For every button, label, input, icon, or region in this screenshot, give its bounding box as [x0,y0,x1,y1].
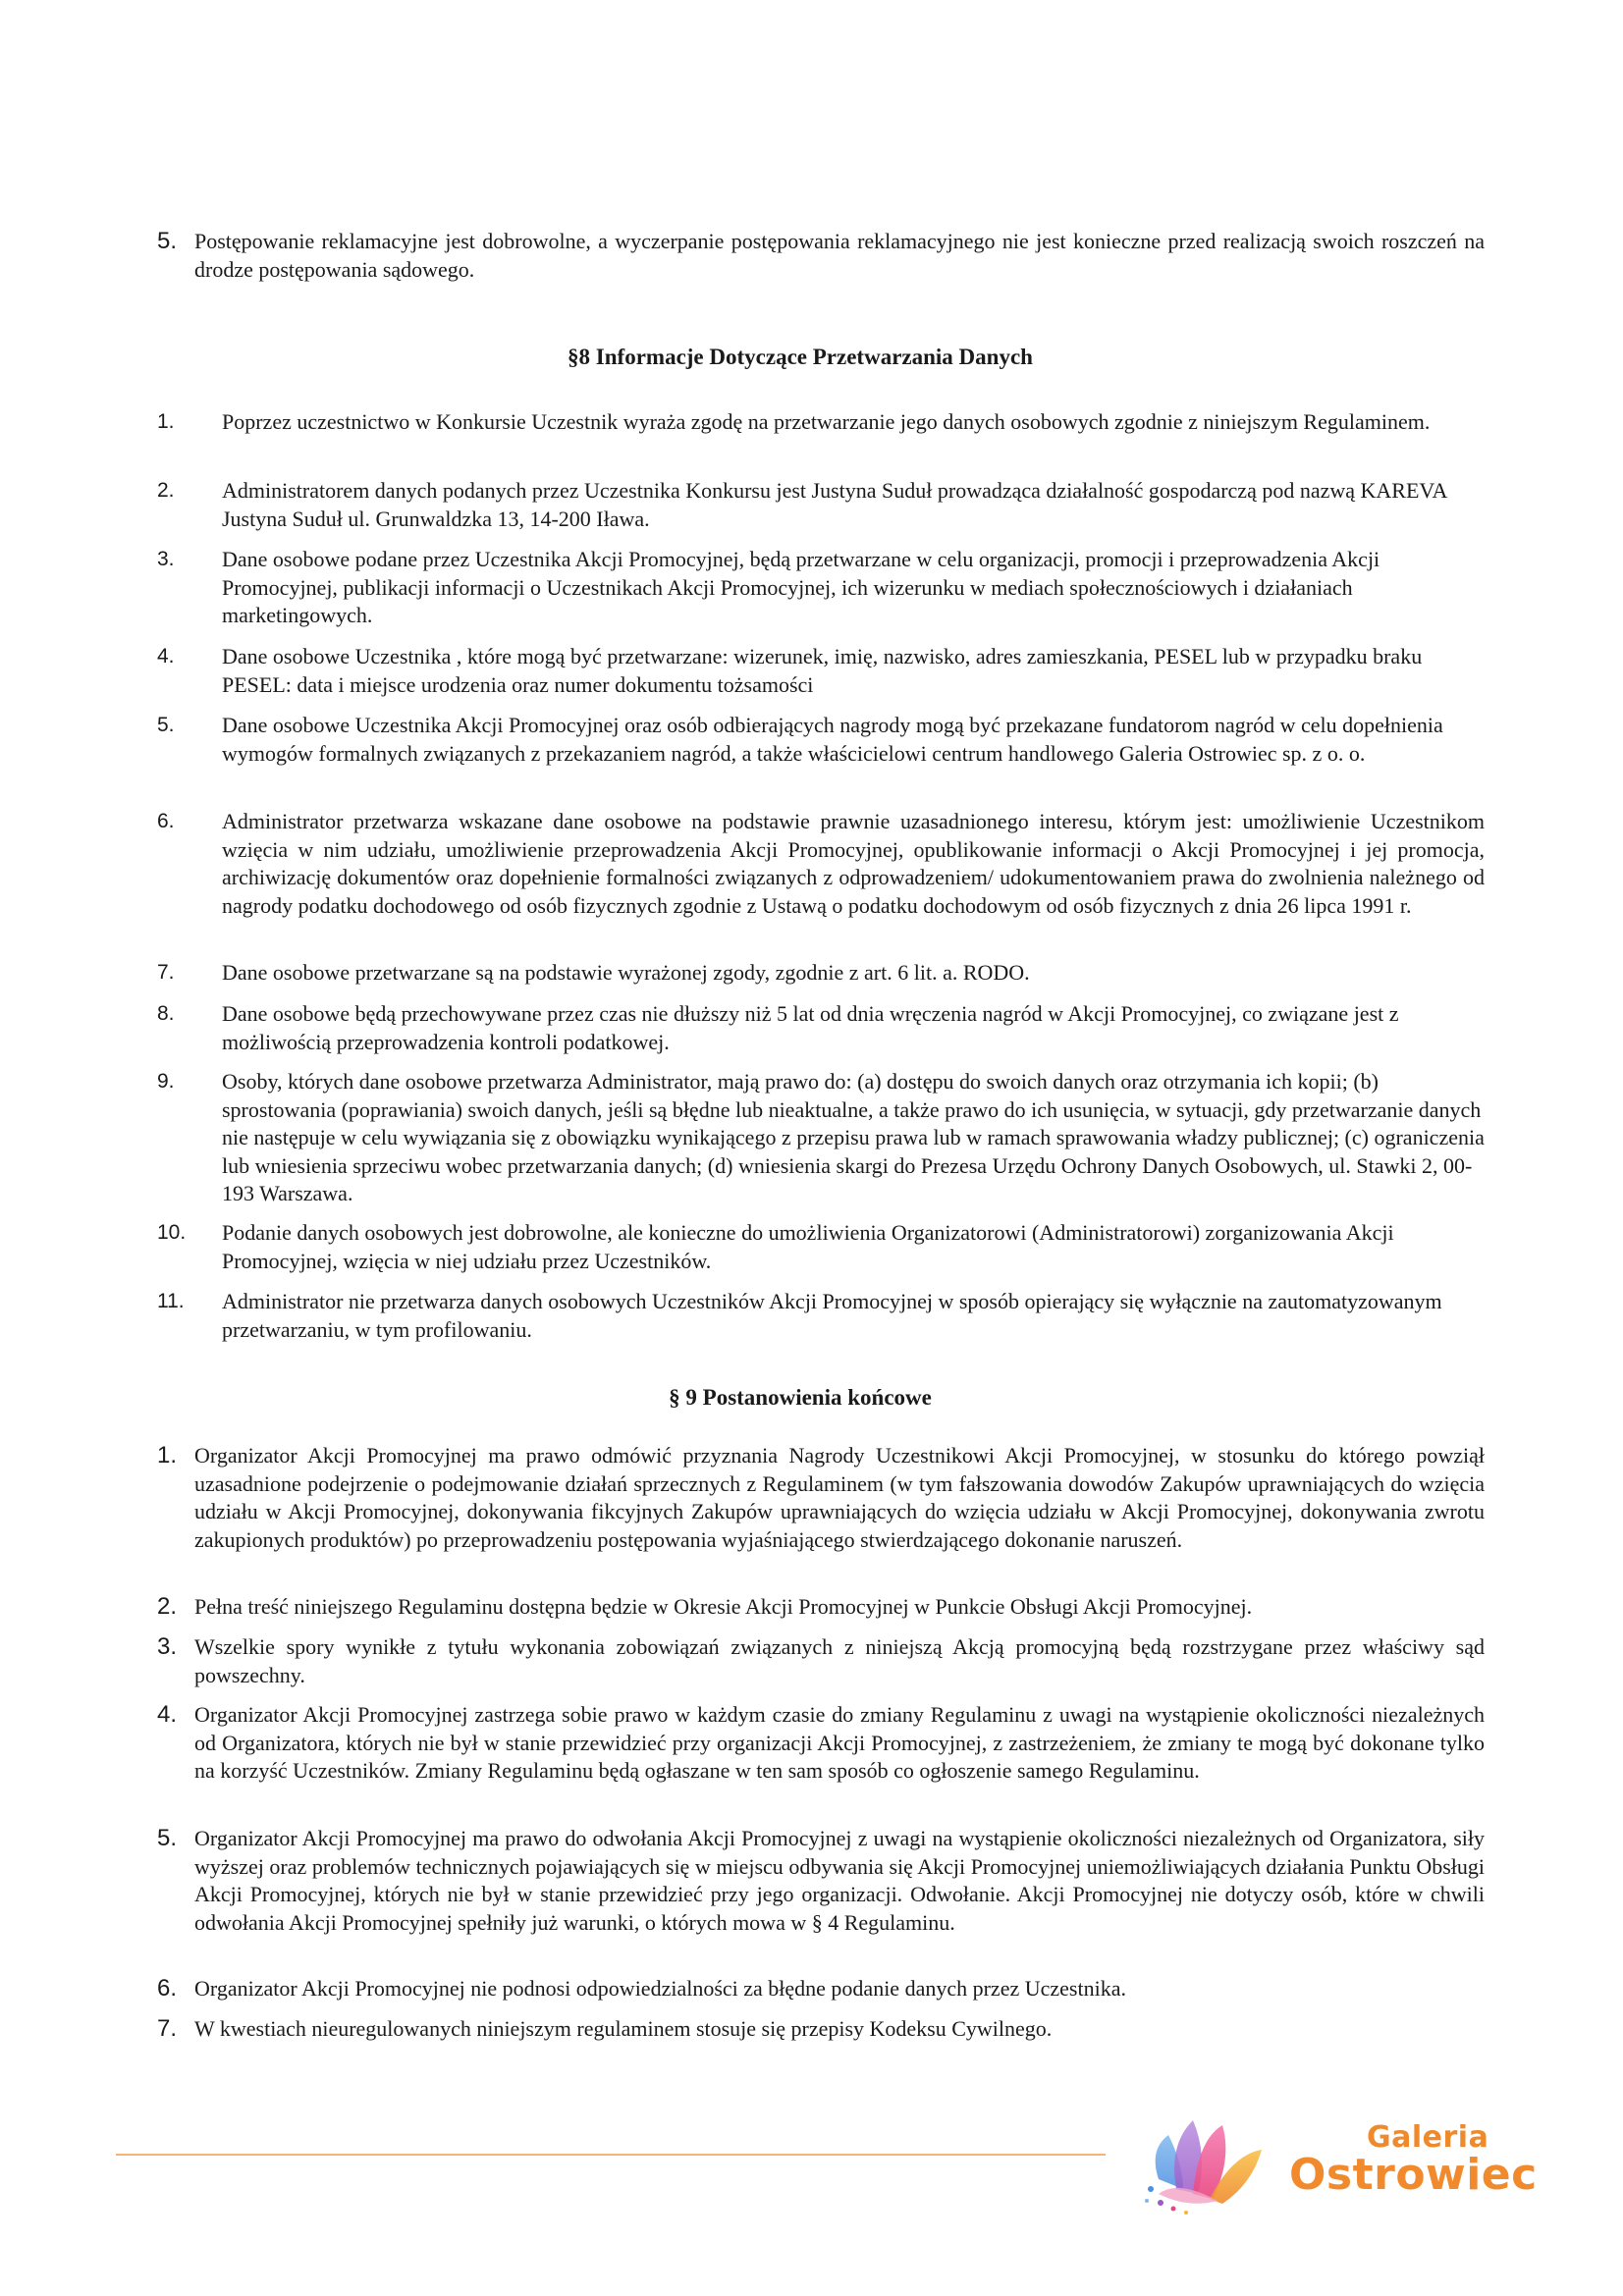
list-text: Dane osobowe przetwarzane są na podstawie wyrażonej zgody, zgodnie z art. 6 lit. a. RODO. [222,960,1030,985]
list-number: 2. [157,1593,178,1620]
list-number: 4. [157,645,175,667]
list-item [157,546,1485,630]
list-text: Dane osobowe Uczestnika Akcji Promocyjnej oraz osób odbierających nagrody mogą być przekazane fundatorom nagród w celu dopełnienia wymogów formalnych związanych z przekazaniem nagród, a także właścicielowi centrum handlowego Galeria Ostrowiec sp. z o. o. [222,713,1443,766]
list-number: 3. [157,548,175,570]
list-text: Organizator Akcji Promocyjnej ma prawo odmówić przyznania Nagrody Uczestnikowi Akcji Promocyjnej, w stosunku do którego powziął uzasadnione podejrzenie o podejmowanie działań sprzecznych z Regulaminem (w tym fałszowania dowodów Zakupów uprawniających do wzięcia udziału w Akcji Promocyjnej, dokonywania fikcyjnych Zakupów uprawniających do wzięcia udziału w Akcji Promocyjnej, dokonywania zwrotu zakupionych produktów) po przeprowadzeniu postępowania wyjaśniającego stwierdzającego dokonanie naruszeń. [194,1443,1485,1552]
list-text: Organizator Akcji Promocyjnej ma prawo do odwołania Akcji Promocyjnej z uwagi na wystąpienie okoliczności niezależnych od Organizatora, siły wyższej oraz problemów technicznych pojawiających się w miejscu odbywania się Akcji Promocyjnej uniemożliwiających działania Punktu Obsługi Akcji Promocyjnej, których nie był w stanie przewidzieć przy jego organizacji. Odwołanie. Akcji Promocyjnej nie dotyczy osób, które w chwili odwołania Akcji Promocyjnej spełniły już warunki, o których mowa w § 4 Regulaminu. [194,1826,1485,1935]
list-text: Administrator przetwarza wskazane dane osobowe na podstawie prawnie uzasadnionego interesu, którym jest: umożliwienie Uczestnikom wzięcia w nim udziału, umożliwienie przeprowadzenia Akcji Promocyjnej, opublikowanie informacji o Akcji Promocyjnej i jej promocja, archiwizację dokumentów oraz dopełnienie formalności związanych z odprowadzeniem/ udokumentowaniem prawa do zwolnienia należnego od nagrody podatku dochodowego od osób fizycznych zgodnie z Ustawą o podatku dochodowym od osób fizycznych z dnia 26 lipca 1991 r. [222,809,1485,918]
logo-text-galeria: Galeria [1367,2120,1489,2155]
list-text: Administratorem danych podanych przez Uczestnika Konkursu jest Justyna Suduł prowadząca działalność gospodarczą pod nazwą KAREVA Justyna Suduł ul. Grunwaldzka 13, 14-200 Iława. [222,478,1447,531]
list-item [157,712,1485,768]
list-text: Administrator nie przetwarza danych osobowych Uczestników Akcji Promocyjnej w sposób opierający się wyłącznie na zautomatyzowanym przetwarzaniu, w tym profilowaniu. [222,1289,1442,1342]
list-item [157,2015,1485,2044]
list-item [157,1442,1485,1554]
list-item [157,477,1485,533]
list-number: 9. [157,1070,175,1093]
section-heading: § 9 Postanowienia końcowe [669,1385,932,1410]
list-number: 3. [157,1633,178,1660]
section-heading: §8 Informacje Dotyczące Przetwarzania Danych [568,345,1033,369]
list-item [157,959,1485,988]
list-text: Organizator Akcji Promocyjnej zastrzega sobie prawo w każdym czasie do zmiany Regulaminu z uwagi na wystąpienie okoliczności niezależnych od Organizatora, których nie był w stanie przewidzieć przy organizacji Akcji Promocyjnej, z zastrzeżeniem, że zmiany te mogą być dokonane tylko na korzyść Uczestników. Zmiany Regulaminu będą ogłaszane w ten sam sposób co ogłoszenie samego Regulaminu. [194,1702,1485,1783]
list-number: 10. [157,1221,187,1244]
list-text: Podanie danych osobowych jest dobrowolne, ale konieczne do umożliwienia Organizatorowi (Administratorowi) zorganizowania Akcji Promocyjnej, wzięcia w niej udziału przez Uczestników. [222,1220,1394,1273]
list-item [157,1975,1485,2003]
list-text: Osoby, których dane osobowe przetwarza Administrator, mają prawo do: (a) dostępu do swoich danych oraz otrzymania ich kopii; (b) sprostowania (poprawiania) swoich danych, jeśli są błędne lub nieaktualne, a także prawo do ich usunięcia, w sytuacji, gdy przetwarzanie danych nie następuje w celu wywiązania się z obowiązku wynikającego z przepisu prawa lub w ramach sprawowania władzy publicznej; (c) ograniczenia lub wniesienia sprzeciwu wobec przetwarzania danych; (d) wniesienia skargi do Prezesa Urzędu Ochrony Danych Osobowych, ul. Stawki 2, 00- 193 Warszawa. [222,1069,1485,1205]
list-text: Organizator Akcji Promocyjnej nie podnosi odpowiedzialności za błędne podanie danych przez Uczestnika. [194,1976,1126,2001]
list-text: Poprzez uczestnictwo w Konkursie Uczestnik wyraża zgodę na przetwarzanie jego danych osobowych zgodnie z niniejszym Regulaminem. [222,409,1431,434]
list-item [157,1825,1485,1937]
list-number: 11. [157,1290,185,1312]
flower-logo-icon [1139,2110,1296,2218]
list-item [157,1633,1485,1689]
list-number: 7. [157,2015,178,2042]
footer-divider [116,2154,1106,2156]
list-item [157,1701,1485,1786]
list-text: Pełna treść niniejszego Regulaminu dostępna będzie w Okresie Akcji Promocyjnej w Punkcie Obsługi Akcji Promocyjnej. [194,1594,1253,1619]
list-item [157,1593,1485,1622]
list-number: 7. [157,961,175,984]
list-item [157,643,1485,699]
list-item [157,1068,1485,1208]
list-number: 5. [157,1825,178,1851]
list-number: 5. [157,228,178,254]
list-text: W kwestiach nieuregulowanych niniejszym regulaminem stosuje się przepisy Kodeksu Cywilnego. [194,2016,1053,2041]
list-number: 6. [157,810,175,832]
list-text: Dane osobowe będą przechowywane przez czas nie dłuższy niż 5 lat od dnia wręczenia nagród w Akcji Promocyjnej, co związane jest z możliwością przeprowadzenia kontroli podatkowej. [222,1001,1399,1054]
list-item [157,1000,1485,1056]
list-number: 5. [157,714,175,736]
list-item [157,228,1485,284]
list-item [157,408,1485,437]
list-number: 2. [157,479,175,502]
list-number: 4. [157,1701,178,1728]
list-number: 1. [157,1442,178,1468]
list-text: Dane osobowe Uczestnika , które mogą być przetwarzane: wizerunek, imię, nazwisko, adres zamieszkania, PESEL lub w przypadku braku PESEL: data i miejsce urodzenia oraz numer dokumentu tożsamości [222,644,1423,697]
list-item [157,808,1485,920]
list-number: 1. [157,410,175,433]
list-text: Postępowanie reklamacyjne jest dobrowolne, a wyczerpanie postępowania reklamacyjnego nie jest konieczne przed realizacją swoich roszczeń na drodze postępowania sądowego. [194,229,1485,282]
list-item [157,1219,1485,1275]
list-number: 6. [157,1975,178,2002]
list-item [157,1288,1485,1344]
list-text: Wszelkie spory wynikłe z tytułu wykonania zobowiązań związanych z niniejszą Akcją promocyjną będą rozstrzygane przez właściwy sąd powszechny. [194,1634,1485,1687]
list-text: Dane osobowe podane przez Uczestnika Akcji Promocyjnej, będą przetwarzane w celu organizacji, promocji i przeprowadzenia Akcji Promocyjnej, publikacji informacji o Uczestnikach Akcji Promocyjnej, ich wizerunku w mediach społecznościowych i działaniach marketingowych. [222,547,1380,627]
logo-text-ostrowiec: Ostrowiec [1289,2150,1538,2200]
galeria-ostrowiec-logo [1139,2110,1538,2218]
list-number: 8. [157,1002,175,1025]
